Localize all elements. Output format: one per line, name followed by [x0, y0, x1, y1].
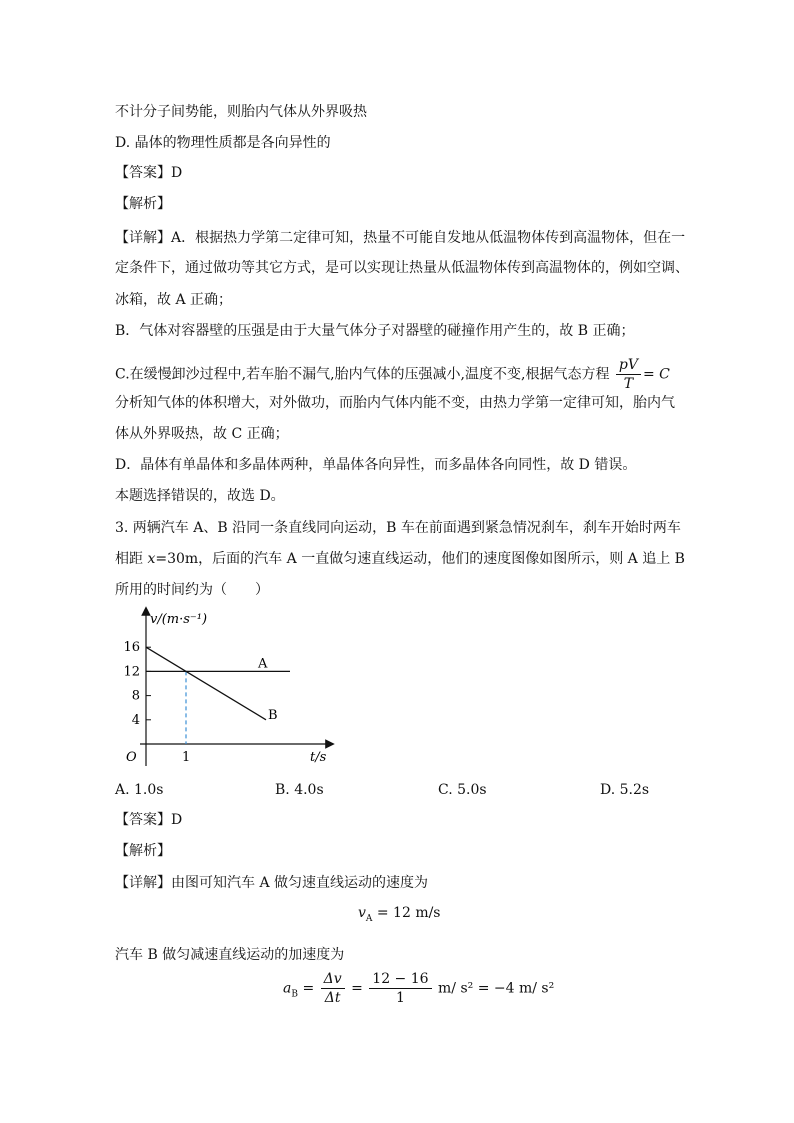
ab-num2: 12 − 16	[369, 970, 431, 989]
series-line-b	[146, 647, 266, 720]
formula-ab	[283, 970, 554, 1007]
answer-label: 【答案】D	[115, 165, 183, 181]
detail-d: D．晶体有单晶体和多晶体两种，单晶体各向异性，而多晶体各向同性，故 D 错误。	[115, 457, 637, 473]
detail-c-text: C.在缓慢卸沙过程中,若车胎不漏气,胎内气体的压强减小,温度不变,根据气态方程	[115, 366, 610, 383]
option-b[interactable]: B. 4.0s	[275, 782, 324, 798]
ab-var: a	[283, 980, 292, 997]
y-tick-label: 16	[123, 640, 140, 656]
ab-eq1: =	[302, 980, 315, 997]
detail-c-line3: 体从外界吸热，故 C 正确；	[115, 426, 289, 442]
q3-post: =30m，后面的汽车 A 一直做匀速直线运动，他们的速度图像如图所示，则 A 追上 B	[155, 551, 685, 567]
detail-e2: 汽车 B 做匀减速直线运动的加速度为	[115, 947, 345, 963]
option-a[interactable]: A. 1.0s	[115, 782, 164, 798]
formula-va	[358, 905, 441, 924]
gas-law-numerator: pV	[616, 356, 641, 375]
y-axis-label: v/(m·s⁻¹)	[150, 612, 208, 627]
detail-c-line2: 分析知气体的体积增大，对外做功，而胎内气体内能不变，由热力学第一定律可知，胎内气	[115, 395, 675, 411]
q3-x-var: x	[147, 551, 156, 567]
text-line: 不计分子间势能，则胎内气体从外界吸热	[115, 104, 367, 120]
analysis-label: 【解析】	[115, 196, 171, 212]
detail-a-line1: 【详解】A．根据热力学第二定律可知，热量不可能自发地从低温物体传到高温物体，但在一	[115, 230, 686, 246]
question-3-line3: 所用的时间约为（ ）	[115, 582, 269, 598]
origin-label: O	[126, 750, 137, 765]
q3-pre: 相距	[115, 551, 148, 567]
va-var: v	[358, 905, 366, 921]
detail-a-line3: 冰箱，故 A 正确；	[115, 292, 233, 308]
detail-c-line1	[115, 356, 670, 393]
x-axis-label: t/s	[310, 750, 327, 765]
va-sub: A	[365, 913, 373, 924]
ab-eq2: =	[351, 980, 363, 997]
answer-label-2: 【答案】D	[115, 812, 183, 828]
gas-law-fraction	[616, 356, 641, 393]
ab-fraction-2	[369, 970, 431, 1007]
analysis-label-2: 【解析】	[115, 843, 171, 859]
ab-num1: Δv	[321, 970, 345, 989]
ab-den2: 1	[395, 990, 405, 1006]
series-label-b: B	[268, 707, 278, 723]
ab-fraction-1	[321, 970, 345, 1007]
detail-b: B．气体对容器壁的压强是由于大量气体分子对器壁的碰撞作用产生的，故 B 正确；	[115, 323, 635, 339]
ab-sub: B	[291, 989, 298, 1000]
velocity-time-chart	[110, 603, 350, 773]
question-3-line1: 3. 两辆汽车 A、B 沿同一条直线同向运动，B 车在前面遇到紧急情况刹车，刹车开始时两车	[115, 520, 681, 536]
option-c[interactable]: C. 5.0s	[438, 782, 487, 798]
option-d-text: D. 晶体的物理性质都是各向异性的	[115, 135, 331, 151]
x-tick-label: 1	[182, 750, 191, 765]
question-3-line2	[115, 549, 685, 569]
detail-e1: 【详解】由图可知汽车 A 做匀速直线运动的速度为	[115, 875, 429, 891]
va-rhs: = 12 m/s	[372, 905, 441, 921]
series-label-a: A	[258, 656, 268, 672]
y-tick-label: 8	[131, 688, 140, 704]
option-d[interactable]: D. 5.2s	[600, 782, 650, 798]
conclusion: 本题选择错误的，故选 D。	[115, 488, 285, 504]
ab-rest: m/ s² = −4 m/ s²	[438, 980, 555, 997]
detail-a-line2: 定条件下，通过做功等其它方式，是可以实现让热量从低温物体传到高温物体的，例如空调、	[115, 260, 689, 276]
gas-law-rhs: = C	[643, 366, 670, 383]
gas-law-denominator: T	[623, 376, 634, 392]
ab-den1: Δt	[324, 990, 341, 1006]
y-tick-label: 4	[131, 712, 140, 728]
y-tick-label: 12	[123, 664, 140, 680]
